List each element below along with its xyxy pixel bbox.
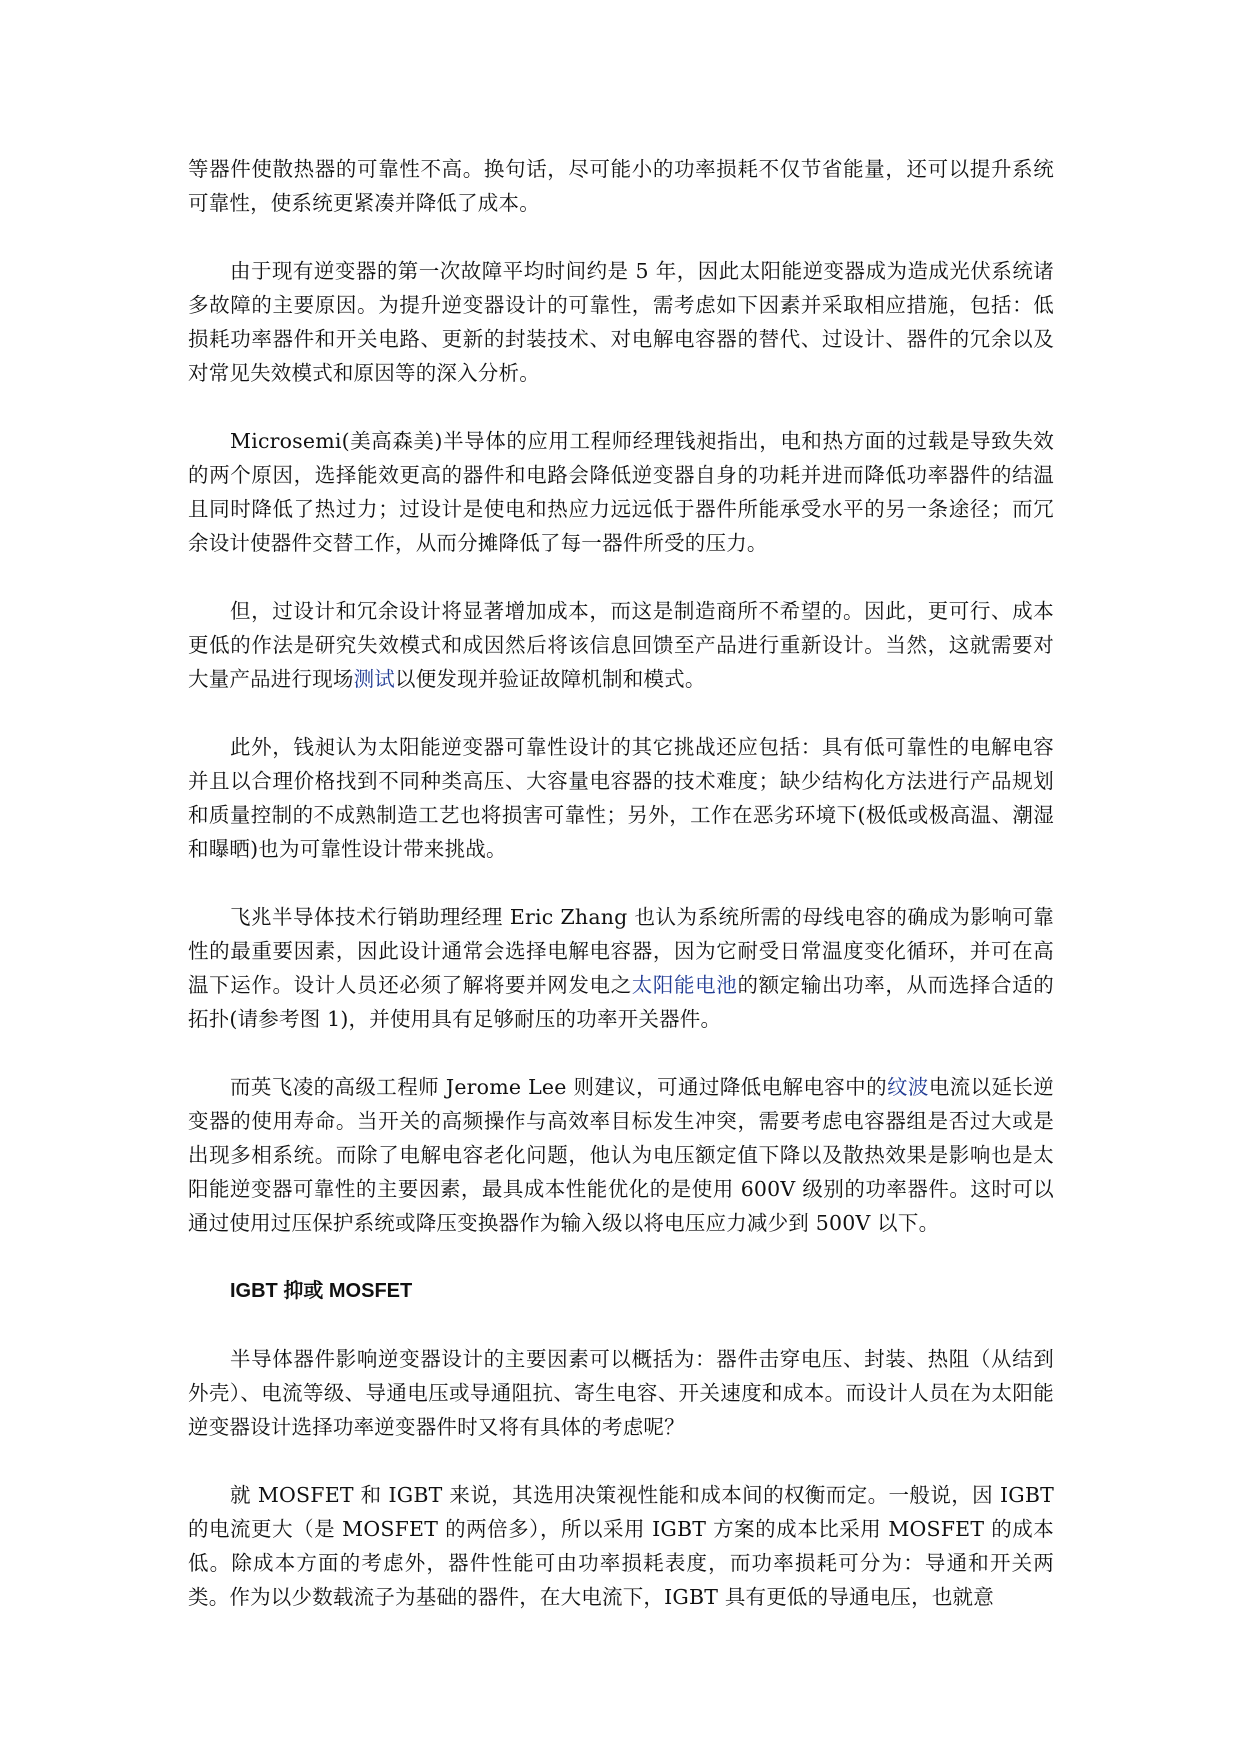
paragraph-text: 以便发现并验证故障机制和模式。	[395, 667, 706, 691]
paragraph-text: 半导体器件影响逆变器设计的主要因素可以概括为：器件击穿电压、封装、热阻（从结到外壳）、电流等级、导通电压或导通阻抗、寄生电容、开关速度和成本。而设计人员在为太阳能逆变器设计选择功率逆变器件时又将有具体的考虑呢？	[188, 1347, 1054, 1439]
paragraph-microsemi	[188, 424, 1054, 560]
paragraph-text: 此外，钱昶认为太阳能逆变器可靠性设计的其它挑战还应包括：具有低可靠性的电解电容并且以合理价格找到不同种类高压、大容量电容器的技术难度；缺少结构化方法进行产品规划和质量控制的不成熟制造工艺也将损害可靠性；另外，工作在恶劣环境下(极低或极高温、潮湿和曝晒)也为可靠性设计带来挑战。	[188, 735, 1054, 861]
paragraph-text: 由于现有逆变器的第一次故障平均时间约是 5 年，因此太阳能逆变器成为造成光伏系统诸多故障的主要原因。为提升逆变器设计的可靠性，需考虑如下因素并采取相应措施，包括：低损耗功率器件和开关电路、更新的封装技术、对电解电容器的替代、过设计、器件的冗余以及对常见失效模式和原因等的深入分析。	[188, 259, 1054, 385]
paragraph-over-design-cost	[188, 594, 1054, 696]
paragraph-heat-sink-reliability	[188, 152, 1054, 220]
paragraph-text: Microsemi(美高森美)半导体的应用工程师经理钱昶指出，电和热方面的过载是导致失效的两个原因，选择能效更高的器件和电路会降低逆变器自身的功耗并进而降低功率器件的结温且同时降低了热过力；过设计是使电和热应力远远低于器件所能承受水平的另一条途径；而冗余设计使器件交替工作，从而分摊降低了每一器件所受的压力。	[188, 429, 1054, 555]
link-ripple[interactable]: 纹波	[887, 1075, 929, 1099]
link-testing[interactable]: 测试	[353, 667, 396, 691]
paragraph-semiconductor-factors	[188, 1342, 1054, 1444]
paragraph-text: 电流以延长逆变器的使用寿命。当开关的高频操作与高效率目标发生冲突，需要考虑电容器组是否过大或是出现多相系统。而除了电解电容老化问题，他认为电压额定值下降以及散热效果是影响也是太阳能逆变器可靠性的主要因素，最具成本性能优化的是使用 600V 级别的功率器件。这时可以通过使用过压保护系统或降压变换器作为输入级以将电压应力减少到 500V 以下。	[188, 1075, 1055, 1235]
paragraph-text: 等器件使散热器的可靠性不高。换句话，尽可能小的功率损耗不仅节省能量，还可以提升系统可靠性，使系统更紧凑并降低了成本。	[188, 157, 1054, 215]
section-heading: IGBT 抑或 MOSFET	[230, 1280, 413, 1302]
paragraph-text: 而英飞凌的高级工程师 Jerome Lee 则建议，可通过降低电解电容中的	[230, 1075, 887, 1099]
paragraph-fairchild	[188, 900, 1054, 1036]
paragraph-text: 的额定输出功率，从而选择合适的拓扑(请参考图 1)，并使用具有足够耐压的功率开关器件。	[188, 973, 1055, 1031]
paragraph-infineon	[188, 1070, 1054, 1240]
link-solar-cell[interactable]: 太阳能电池	[631, 973, 738, 997]
paragraph-other-challenges	[188, 730, 1054, 866]
paragraph-text: 但，过设计和冗余设计将显著增加成本，而这是制造商所不希望的。因此，更可行、成本更低的作法是研究失效模式和成因然后将该信息回馈至产品进行重新设计。当然，这就需要对大量产品进行现场	[188, 599, 1054, 691]
article-body	[188, 152, 1054, 1648]
paragraph-failure-causes	[188, 254, 1054, 390]
paragraph-mosfet-vs-igbt	[188, 1478, 1054, 1614]
paragraph-text: 飞兆半导体技术行销助理经理 Eric Zhang 也认为系统所需的母线电容的确成为影响可靠性的最重要因素，因此设计通常会选择电解电容器，因为它耐受日常温度变化循环，并可在高温下运作。设计人员还必须了解将要并网发电之	[188, 905, 1054, 997]
paragraph-text: 就 MOSFET 和 IGBT 来说，其选用决策视性能和成本间的权衡而定。一般说，因 IGBT 的电流更大（是 MOSFET 的两倍多），所以采用 IGBT 方案的成本比采用 MOSFET 的成本低。除成本方面的考虑外，器件性能可由功率损耗表度，而功率损耗可分为：导通和开关两类。作为以少数载流子为基础的器件，在大电流下，IGBT 具有更低的导通电压，也就意	[188, 1483, 1054, 1609]
